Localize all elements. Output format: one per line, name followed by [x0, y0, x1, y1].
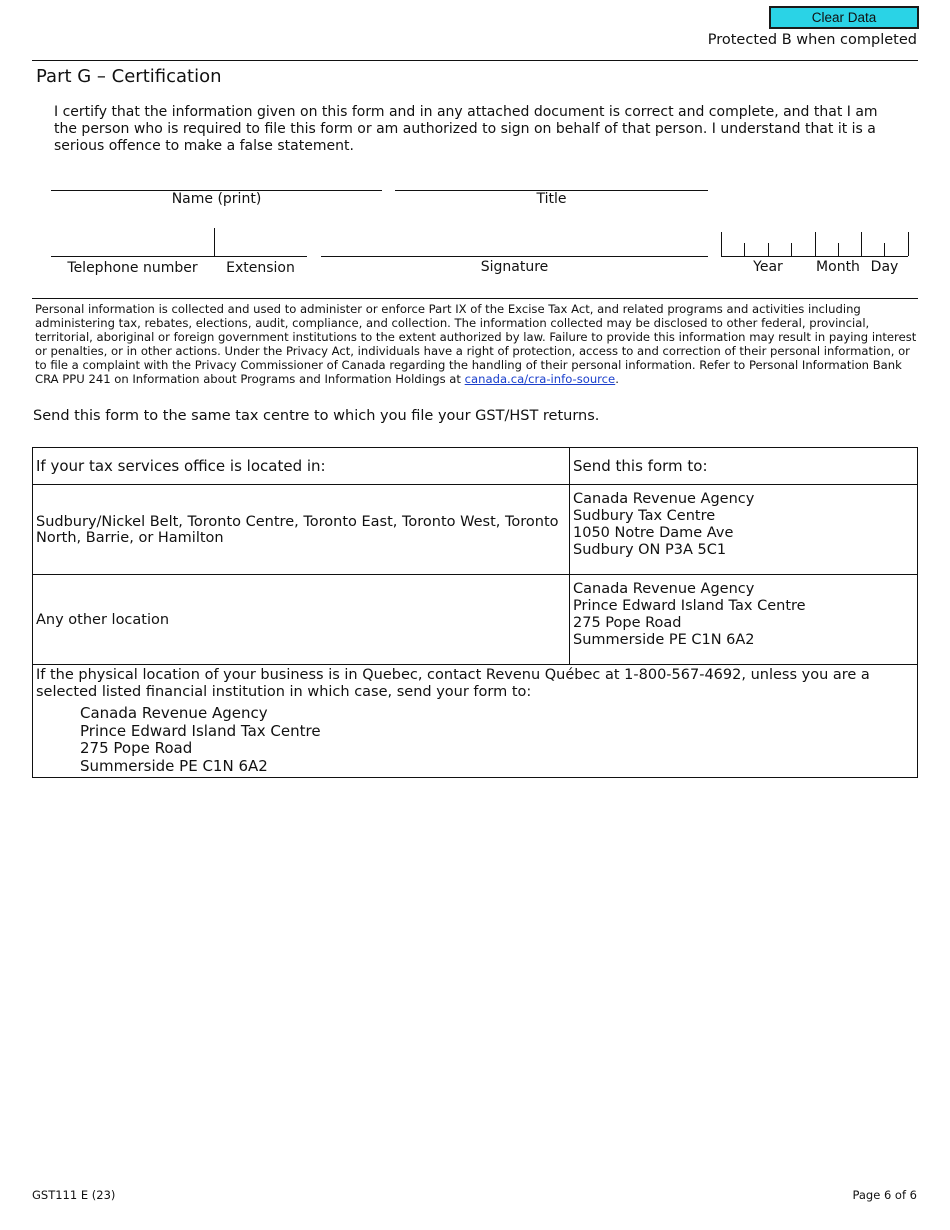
address-line: Canada Revenue Agency [573, 581, 755, 597]
address-line: Summerside PE C1N 6A2 [573, 632, 755, 648]
address-line: Canada Revenue Agency [80, 704, 268, 722]
table-row [33, 575, 918, 665]
address-line: Prince Edward Island Tax Centre [80, 721, 321, 740]
location-cell: Sudbury/Nickel Belt, Toronto Centre, Toronto East, Toronto West, Toronto North, Barrie, or Hamilton [33, 485, 570, 575]
address-cell [570, 575, 918, 665]
extension-divider [214, 228, 215, 256]
date-tick [815, 232, 816, 256]
address-line: Sudbury Tax Centre [573, 508, 716, 524]
send-header: Send this form to: [570, 448, 918, 485]
extension-label: Extension [226, 260, 295, 276]
date-tick [721, 232, 722, 256]
year-label: Year [753, 259, 783, 275]
page-number: Page 6 of 6 [852, 1188, 917, 1202]
telephone-field[interactable] [51, 256, 307, 257]
privacy-text: Personal information is collected and used to administer or enforce Part IX of the Excise Tax Act, and related programs and activities including administering tax, rebates, elections, audit, compliance, and collection. The information collected may be disclosed to other federal, provincial, territorial, aboriginal or foreign government institutions to the extent authorized by law. Failure to provide this information may result in paying interest or penalties, or in other actions. Under the Privacy Act, individuals have a right of protection, access to and correction of their personal information, or to file a complaint with the Privacy Commissioner of Canada regarding the handling of their personal information. Refer to Personal Information Bank CRA PPU 241 on Information about Programs and Information Holdings at [35, 302, 917, 386]
certification-statement: I certify that the information given on this form and in any attached document is correct and complete, and that I am the person who is required to file this form or am authorized to sign on behalf of that person. I understand that it is a serious offence to make a false statement. [54, 104, 878, 154]
privacy-end: . [615, 372, 619, 386]
signature-field[interactable] [321, 256, 708, 257]
address-line: 1050 Notre Dame Ave [573, 525, 734, 541]
quebec-address [36, 701, 914, 777]
date-tick [908, 232, 909, 256]
address-line: Sudbury ON P3A 5C1 [573, 542, 727, 558]
date-field[interactable] [721, 256, 908, 257]
quebec-note: If the physical location of your business is in Quebec, contact Revenu Québec at 1-800-567-4692, unless you are a selected listed financial institution in which case, send your form to: [36, 667, 870, 700]
name-label: Name (print) [171, 191, 262, 207]
location-header: If your tax services office is located in: [33, 448, 570, 485]
info-source-link[interactable]: canada.ca/cra-info-source [464, 372, 616, 386]
privacy-notice [35, 302, 919, 386]
date-tick [744, 243, 745, 256]
address-line: Canada Revenue Agency [573, 491, 755, 507]
date-tick [768, 243, 769, 256]
address-cell [570, 485, 918, 575]
telephone-label: Telephone number [67, 260, 198, 276]
title-label: Title [536, 191, 567, 207]
protected-b-notice: Protected B when completed [707, 32, 917, 48]
top-divider [32, 60, 918, 61]
table-row [33, 485, 918, 575]
address-line: Summerside PE C1N 6A2 [80, 756, 268, 775]
address-line: Prince Edward Island Tax Centre [573, 598, 806, 614]
tax-centre-table [32, 447, 918, 778]
form-identifier: GST111 E (23) [32, 1188, 116, 1202]
date-tick [884, 243, 885, 256]
privacy-divider [32, 298, 918, 299]
signature-label: Signature [480, 259, 549, 275]
day-label: Day [870, 259, 899, 275]
quebec-row [33, 665, 918, 778]
date-tick [791, 243, 792, 256]
date-tick [861, 232, 862, 256]
address-line: 275 Pope Road [573, 615, 682, 631]
date-tick [838, 243, 839, 256]
location-cell: Any other location [33, 575, 570, 665]
send-instruction: Send this form to the same tax centre to which you file your GST/HST returns. [33, 408, 600, 424]
clear-data-button[interactable]: Clear Data [769, 6, 919, 29]
month-label: Month [816, 259, 860, 275]
address-line: 275 Pope Road [80, 739, 193, 757]
quebec-cell [33, 665, 918, 778]
part-g-title: Part G – Certification [36, 66, 222, 87]
